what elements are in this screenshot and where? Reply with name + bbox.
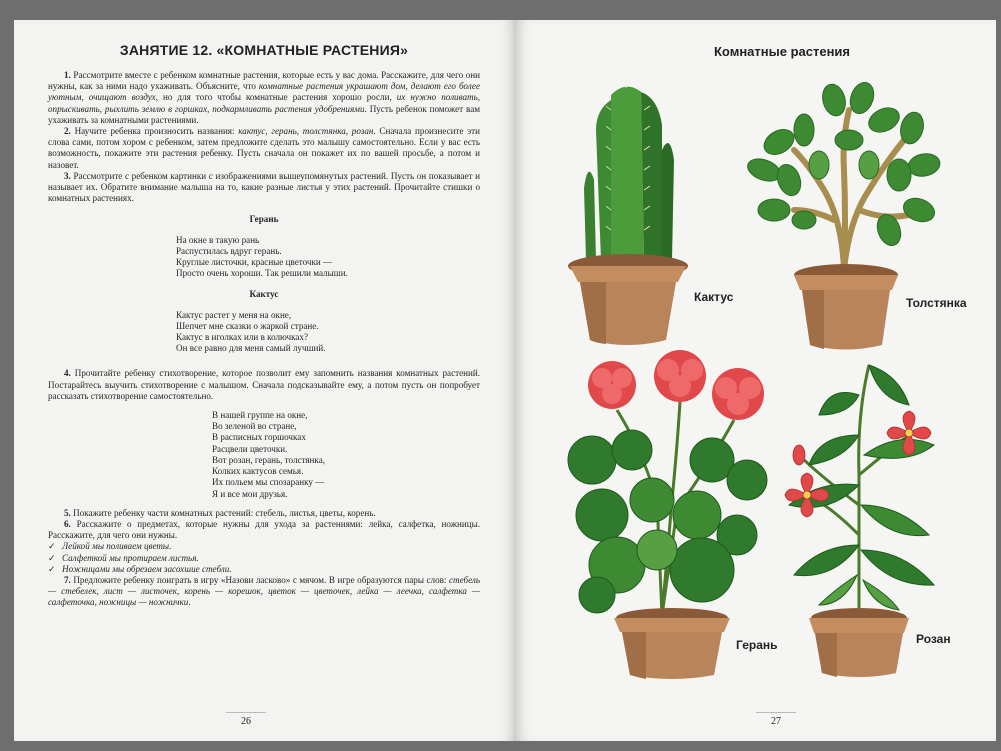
checklist-item	[48, 553, 480, 564]
paragraph-7-number: 7.	[64, 574, 71, 585]
paragraph-2-italic: кактус, герань, толстянка, розан	[238, 126, 374, 137]
page-number-right: 27	[756, 716, 796, 727]
poem-geranium	[176, 235, 480, 280]
paragraph-1-italic-2: их нужно поливать, опрыскивать, рыхлить землю в горшках, подкармливать растения удобрениями	[48, 92, 480, 114]
paragraph-1-text-c: . Пусть ребенок поможет вам ухаживать за комнатными растениями.	[48, 103, 480, 125]
checklist-item	[48, 541, 480, 552]
checklist-item-text: Лейкой мы поливаем цветы.	[62, 541, 172, 552]
label-crassula: Толстянка	[906, 296, 967, 310]
page-number-left: 26	[226, 716, 266, 727]
poem-line: Шепчет мне сказки о жаркой стране.	[176, 320, 319, 331]
paragraph-4-number: 4.	[64, 368, 71, 379]
poem-line: Он все равно для меня самый лучший.	[176, 343, 326, 354]
right-page	[514, 20, 996, 741]
paragraph-5-number: 5.	[64, 507, 71, 518]
lesson-title: ЗАНЯТИЕ 12. «КОМНАТНЫЕ РАСТЕНИЯ»	[119, 42, 409, 58]
lesson-text	[48, 70, 480, 609]
paragraph-1	[48, 70, 480, 126]
cactus-pot	[568, 254, 688, 345]
label-geranium: Герань	[736, 638, 778, 652]
paragraph-6-number: 6.	[64, 518, 71, 529]
poem-line: Расцвели цветочки.	[212, 443, 288, 454]
rosan-pot	[809, 608, 909, 677]
geranium-pot	[614, 608, 730, 679]
poem-line: Круглые листочки, красные цветочки —	[176, 257, 333, 268]
poem-line: Я и все мои друзья.	[212, 488, 288, 499]
checkmark-icon: ✓	[48, 552, 56, 563]
cactus-stem	[584, 80, 674, 260]
paragraph-4-text: Прочитайте ребенку стихотворение, которое позволит ему запомнить названия комнатных растений. Постарайтесь выучить стихотворение с малышом. Сначала подсказывайте ему, а потом пусть он попробует рассказать стихотворение самостоятельно.	[48, 368, 480, 401]
paragraph-5-text: Покажите ребенку части комнатных растений: стебель, листья, цветы, корень.	[70, 507, 376, 518]
plates-title: Комнатные растения	[714, 44, 850, 59]
label-cactus: Кактус	[694, 290, 734, 304]
paragraph-3	[48, 171, 480, 205]
label-rosan: Розан	[916, 632, 951, 646]
paragraph-2-text-b: . Сначала произнесите эти слова сами, потом хором с ребенком, затем предложите сделать это малышу самостоятельно. Если у вас есть возможность, покажите эти растения ребенку. Пусть сначала он покажет их по вашей просьбе, а потом и назовет.	[48, 126, 480, 170]
checklist-item-text: Салфеткой мы протираем листья.	[62, 552, 199, 563]
poem-line: На окне в такую рань	[176, 234, 260, 245]
poem-line: Их польем мы спозаранку —	[212, 477, 325, 488]
checklist-item-text: Ножницами мы обрезаем засохшие стебли.	[62, 563, 232, 574]
paragraph-1-text-b: , но для того чтобы комнатные растения хорошо росли,	[155, 92, 397, 103]
checkmark-icon: ✓	[48, 563, 56, 574]
paragraph-7	[48, 575, 480, 609]
left-page	[14, 20, 514, 741]
poem-group-window	[212, 410, 480, 500]
paragraph-2-text-a: Научите ребенка произносить названия:	[70, 126, 239, 137]
paragraph-6-text: Расскажите о предметах, которые нужны для ухода за растениями: лейка, салфетка, ножницы. Расскажите, для чего они нужны.	[48, 518, 480, 541]
poem-line: Кактус растет у меня на окне,	[176, 309, 292, 320]
poem-line: Распустилась вдруг герань.	[176, 245, 282, 256]
poem-line: В нашей группе на окне,	[212, 410, 308, 421]
paragraph-7-text-b: .	[188, 597, 191, 608]
paragraph-1-italic-1: комнатные растения украшают дом, делают его более уютным, очищают воздух	[48, 81, 480, 103]
geranium-flowers	[588, 350, 764, 420]
poem-cactus-title: Кактус	[249, 289, 279, 300]
paragraph-1-number: 1.	[64, 70, 71, 80]
paragraph-7-italic: стебель — стебелек, лист — листочек, корень — корешок, цветок — цветочек, лейка — леечка, салфетка — салфеточка, ножницы — ножнички	[48, 574, 480, 608]
poem-line: Просто очень хороши. Так решили малыши.	[176, 268, 348, 279]
geranium-illustration	[562, 350, 792, 680]
poem-line: Во зеленой во стране,	[212, 421, 297, 432]
paragraph-3-text: Рассмотрите с ребенком картинки с изображениями вышеупомянутых растений. Пусть он показывает и называет их. Обратите внимание малыша на то, какие разные листья у этих растений. Прочитайте стишки о комнатных растениях.	[48, 170, 480, 204]
poem-geranium-title: Герань	[249, 214, 279, 225]
paragraph-3-number: 3.	[64, 170, 71, 181]
poem-line: Кактус в иголках или в колючках?	[176, 332, 308, 343]
poem-line: Вот розан, герань, толстянка,	[212, 454, 326, 465]
checklist-item	[48, 564, 480, 575]
care-checklist	[48, 541, 480, 575]
paragraph-5	[48, 508, 480, 519]
poem-cactus	[176, 310, 480, 355]
paragraph-2	[48, 126, 480, 171]
poem-line: Колких кактусов семья.	[212, 466, 304, 477]
crassula-pot	[794, 264, 898, 350]
poem-line: В расписных горшочках	[212, 432, 306, 443]
paragraph-4	[48, 368, 480, 402]
paragraph-2-number: 2.	[64, 126, 71, 137]
paragraph-1-text-a: Рассмотрите вместе с ребенком комнатные растения, которые есть у вас дома. Расскажите, для чего они нужны, как за ними надо ухаживать. Объясните, что	[48, 70, 480, 92]
checkmark-icon: ✓	[48, 541, 56, 552]
cactus-illustration	[566, 70, 696, 350]
paragraph-7-text-a: Предложите ребенку поиграть в игру «Назови ласково» с мячом. В игре образуются пары слов:	[70, 574, 449, 585]
paragraph-6	[48, 519, 480, 541]
